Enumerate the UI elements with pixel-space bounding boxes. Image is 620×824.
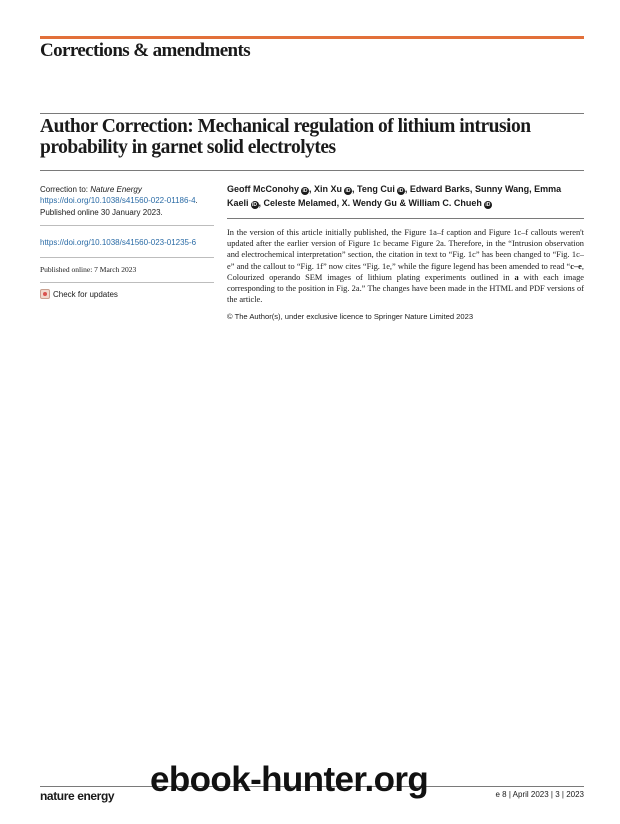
body-text: In the version of this article initially published, the Figure 1a–f caption and Figure 1c–f callouts weren't updated after the earlier version of Figure 1c became Figure 2a. Therefore, in the “Intrusion observation and electrochemical interpretation” section, the citation in text to “Fig. 1c” has been changed to “Fig. 1c–e” and the callout to “Fig. 1f” now cites “Fig. 1e,” while the figure legend has been amended to read “ xyxy=(227,228,584,271)
orcid-icon[interactable]: iD xyxy=(345,188,351,194)
author-separator: , xyxy=(336,198,342,208)
original-doi-link[interactable]: https://doi.org/10.1038/s41560-022-01186-4 xyxy=(40,196,196,206)
orcid-icon[interactable]: iD xyxy=(485,202,491,208)
author-name[interactable]: Teng Cui xyxy=(357,184,395,194)
author-separator: , xyxy=(529,184,535,194)
check-for-updates-label: Check for updates xyxy=(53,289,118,299)
orcid-icon[interactable]: iD xyxy=(302,188,308,194)
header-accent-bar xyxy=(40,36,584,39)
author-name[interactable]: X. Wendy Gu xyxy=(341,198,397,208)
article-title: Author Correction: Mechanical regulation of lithium intrusion probability in garnet solid electrolytes xyxy=(40,116,531,158)
title-top-rule xyxy=(40,113,584,114)
copyright-notice: © The Author(s), under exclusive licence to Springer Nature Limited 2023 xyxy=(227,312,474,322)
author-separator: & xyxy=(396,198,409,208)
article-sidebar xyxy=(40,184,214,300)
original-published-date: . Published online 30 January 2023. xyxy=(40,196,198,217)
author-list xyxy=(227,182,584,210)
body-bold-panel: a xyxy=(514,272,519,282)
article-doi-link[interactable]: https://doi.org/10.1038/s41560-023-01235-6 xyxy=(40,237,197,247)
correction-paragraph xyxy=(227,227,584,305)
body-bold-panel: c–e xyxy=(570,261,582,271)
section-title: Corrections & amendments xyxy=(40,40,251,61)
author-name[interactable]: Xin Xu xyxy=(314,184,343,194)
author-separator: , xyxy=(258,198,264,208)
author-name[interactable]: Sunny Wang xyxy=(474,184,530,194)
author-separator: , xyxy=(352,184,358,194)
orcid-icon[interactable]: iD xyxy=(252,202,258,208)
author-name[interactable]: Emma Kaeli xyxy=(227,184,562,208)
orcid-icon[interactable]: iD xyxy=(398,188,404,194)
journal-name: Nature Energy xyxy=(90,185,142,194)
author-separator: , xyxy=(309,184,315,194)
journal-logo: nature energy xyxy=(40,789,115,803)
sidebar-divider xyxy=(40,225,214,226)
author-name[interactable]: Geoff McConohy xyxy=(227,184,299,194)
check-for-updates-button[interactable] xyxy=(40,289,214,300)
article-main xyxy=(227,182,584,322)
author-name[interactable]: Edward Barks xyxy=(409,184,470,194)
correction-prefix: Correction to: xyxy=(40,185,91,194)
check-for-updates-icon xyxy=(40,289,50,299)
watermark-text: ebook-hunter.org xyxy=(150,760,429,799)
body-text: , Colourized operando SEM images of lithium plating experiments outlined in xyxy=(227,261,584,282)
body-text: with each image corresponding to the position in Fig. 2a.” The changes have been made in the HTML and PDF versions of the article. xyxy=(227,272,584,305)
author-name[interactable]: Celeste Melamed xyxy=(263,198,337,208)
author-name[interactable]: William C. Chueh xyxy=(408,198,482,208)
sidebar-divider xyxy=(40,257,214,258)
title-bottom-rule xyxy=(40,170,584,171)
correction-to xyxy=(40,184,214,218)
sidebar-divider xyxy=(40,282,214,283)
published-online: Published online: 7 March 2023 xyxy=(40,264,137,274)
authors-rule xyxy=(227,218,584,219)
author-separator: , xyxy=(404,184,410,194)
footer-page-info: e 8 | April 2023 | 3 | 2023 xyxy=(495,790,584,799)
author-separator: , xyxy=(469,184,475,194)
